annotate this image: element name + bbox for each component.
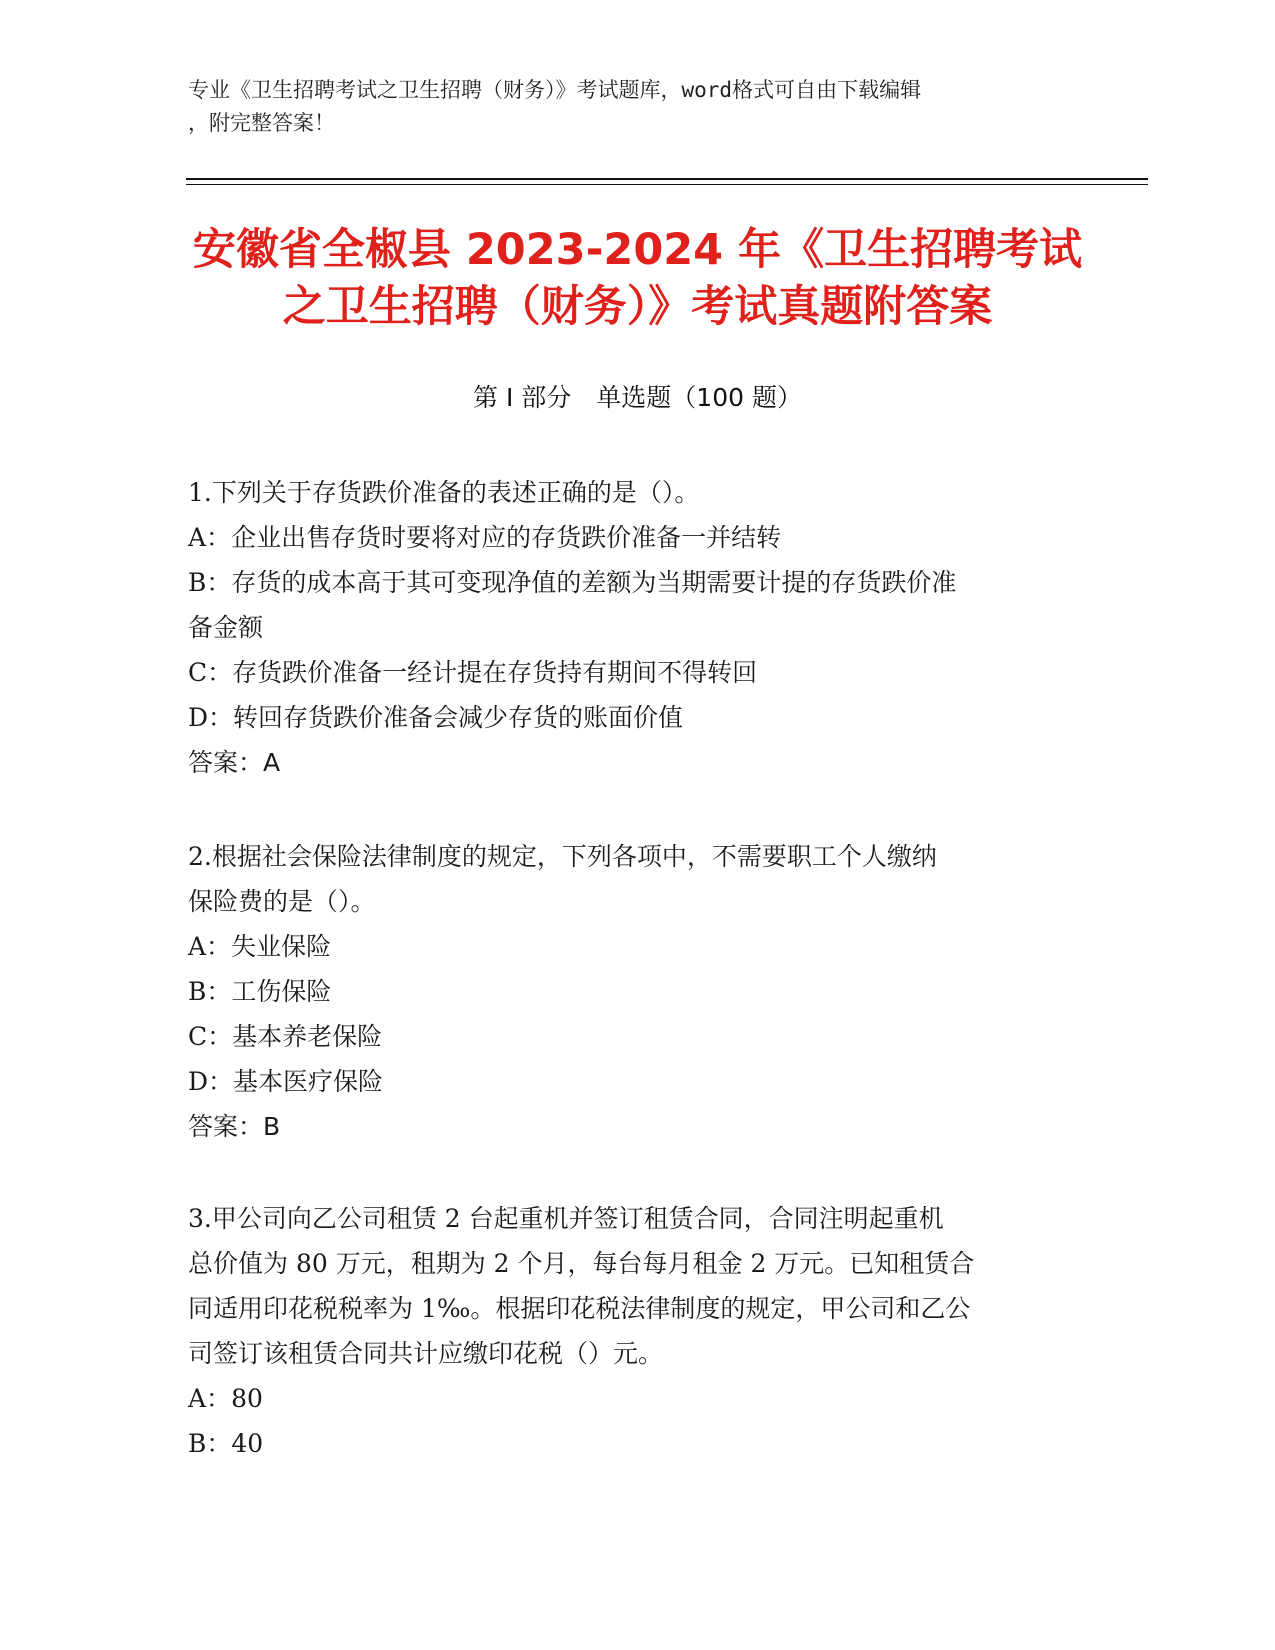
question-stem-continuation: 司签订该租赁合同共计应缴印花税（）元。 bbox=[188, 1339, 664, 1368]
question-1 bbox=[188, 470, 1088, 785]
option-letter: A： bbox=[188, 932, 232, 961]
question-2 bbox=[188, 834, 1088, 1149]
question-stem: 3.甲公司向乙公司租赁 2 台起重机并签订租赁合同，合同注明起重机 bbox=[188, 1204, 944, 1233]
option-a bbox=[188, 924, 1088, 969]
option-d bbox=[188, 695, 1088, 740]
option-letter: A： bbox=[188, 1384, 232, 1413]
document-title bbox=[150, 222, 1125, 336]
document-title-line-1: 安徽省全椒县 2023-2024 年《卫生招聘考试 bbox=[192, 225, 1083, 275]
option-a bbox=[188, 1376, 1088, 1421]
option-b bbox=[188, 969, 1088, 1014]
answer-label: 答案：B bbox=[188, 1112, 281, 1141]
question-stem: 1.下列关于存货跌价准备的表述正确的是（）。 bbox=[188, 478, 700, 507]
option-text: 失业保险 bbox=[231, 932, 332, 961]
option-a bbox=[188, 515, 1088, 560]
option-letter: A： bbox=[188, 523, 232, 552]
option-text: 工伤保险 bbox=[231, 977, 332, 1006]
option-letter: C： bbox=[188, 1022, 233, 1051]
question-3 bbox=[188, 1196, 1088, 1466]
option-letter: B： bbox=[188, 568, 232, 597]
option-text: 80 bbox=[231, 1384, 263, 1413]
option-letter: D： bbox=[188, 1067, 234, 1096]
question-stem-continuation: 总价值为 80 万元，租期为 2 个月，每台每月租金 2 万元。已知租赁合 bbox=[188, 1249, 975, 1278]
document-title-line-2: 之卫生招聘（财务）》考试真题附答案 bbox=[282, 282, 993, 332]
option-letter: B： bbox=[188, 1429, 232, 1458]
question-stem-continuation: 保险费的是（）。 bbox=[188, 887, 376, 916]
header-note-line-2: ，附完整答案！ bbox=[188, 111, 335, 135]
answer-label: 答案：A bbox=[188, 748, 281, 777]
option-text: 存货的成本高于其可变现净值的差额为当期需要计提的存货跌价准 bbox=[231, 568, 957, 597]
section-title: 第 I 部分 单选题（100 题） bbox=[473, 383, 802, 412]
option-text: 基本医疗保险 bbox=[233, 1067, 384, 1096]
option-text: 基本养老保险 bbox=[232, 1022, 383, 1051]
option-text: 40 bbox=[231, 1429, 264, 1458]
option-letter: B： bbox=[188, 977, 232, 1006]
option-text: 企业出售存货时要将对应的存货跌价准备一并结转 bbox=[231, 523, 782, 552]
question-stem: 2.根据社会保险法律制度的规定，下列各项中，不需要职工个人缴纳 bbox=[188, 842, 937, 871]
option-c bbox=[188, 1014, 1088, 1059]
option-d bbox=[188, 1059, 1088, 1104]
option-c bbox=[188, 650, 1088, 695]
header-note-line-1: 专业《卫生招聘考试之卫生招聘（财务）》考试题库，word格式可自由下载编辑 bbox=[188, 78, 922, 102]
option-b bbox=[188, 560, 1088, 605]
header-note bbox=[188, 74, 1088, 140]
option-letter: C： bbox=[188, 658, 233, 687]
option-text: 存货跌价准备一经计提在存货持有期间不得转回 bbox=[232, 658, 758, 687]
header-rule-thin bbox=[186, 184, 1148, 185]
option-text: 转回存货跌价准备会减少存货的账面价值 bbox=[233, 703, 684, 732]
header-rule-thick bbox=[186, 178, 1148, 180]
question-stem-continuation: 同适用印花税税率为 1‰。根据印花税法律制度的规定，甲公司和乙公 bbox=[188, 1294, 971, 1323]
option-b-continuation: 备金额 bbox=[188, 613, 264, 642]
option-letter: D： bbox=[188, 703, 234, 732]
option-b bbox=[188, 1421, 1088, 1466]
